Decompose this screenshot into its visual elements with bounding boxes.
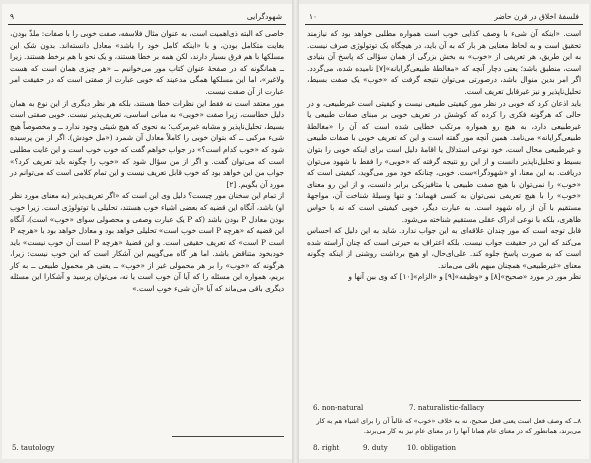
left-page	[2, 4, 292, 459]
right-footnote-rule	[449, 400, 581, 401]
right-page-body	[307, 28, 581, 393]
right-footnote-7: 7. naturalistic-fallacy	[409, 404, 485, 412]
right-footnote-8-text: ۸ــ که وصف فعل است یعنی فعل صحیح، نه به خلاف «خوب» که غالباً آن را برای اشیاء هم به کار می‌برند، همانطور که در معنای عام همانا آنها را در معنای عام نیز به کار می‌برند.	[316, 417, 581, 435]
left-paragraph-1: خاصی که البته ذی‌اهمیت است، به عنوان مثال فلاسفه، صفت خوبی را با صفات: ملذّ بودن، بغایت متکامل بودن، و با «اینکه کامل خود را باشد» معادل دانسته‌اند. بدون شک این مسلکها با هم فرق بسیار دارند، لکن همه بر خطا هستند، و یک نحو با هم برخط هستند. زیرا ــ همانگونه که در صفحهٔ عنوان کتاب مور می‌خوانیم ــ «هر چیزی همان است که هست ولاغیر»، اما این مسلکها همگی مدعیند که خوبی عبارت از صفتی است که در حقیقت امر عبارت از آن صفت نیست.	[10, 29, 284, 96]
left-page-header	[8, 10, 286, 25]
right-page	[299, 4, 589, 459]
right-running-head: فلسفهٔ اخلاق در قرن حاضر	[494, 12, 579, 21]
right-footnote-6: 6. non-natural	[313, 404, 364, 412]
right-paragraph-2: باید اذعان کرد که خوبی در نظر مور کیفیتی طبیعی نیست و کیفیتی است غیرطبیعی، و در حالی که هرگونه فکری را کرده که کوشش در تعریف خوبی بر مبنای صفات طبیعی یا غیرطبیعی دارد، به هیچ رو همواره مرتکب خطایی شده است که آن را «مغالطهٔ طبیعی‌گرایانه» می‌نامد. همین آنچه مور گفته است و این که تعریف خوبی با صفات طبیعی و غیرطبیعی محال است، خود نوعی استدلال یا اقامهٔ دلیل است برای اینکه خوبی را بتوان بسیط و تحلیل‌ناپذیر دانست و از این رو نتیجه گرفته که «خوبی» را فقط با شهود می‌توان دریافت. به این معنا، او «شهودگرا»ست. خوبی، چنانکه خود مور می‌گوید، کیفیتی است که «خوب» را نمی‌توان با هیچ صفت طبیعی یا متافیزیکی برابر دانست، و از این رو معنای «خوب» را با هیچ تعریفی نمی‌توان به کسی فهماند؛ و تنها وسیلهٔ شناخت آن، مواجههٔ مستقیم با آن از راه شهود است. به عبارت دیگر، خوبی کیفیتی است که نه با حواس ظاهری، بلکه با نوعی ادراک عقلی مستقیم شناخته می‌شود.	[307, 98, 581, 224]
left-footnote-5: 5. tautology	[12, 444, 55, 452]
left-page-number: ۹	[10, 12, 15, 21]
left-paragraph-3: از تمام این سخنان مور چیست؟ دلیل وی این است که «اگر تعریف‌پذیر (به معنای مورد نظر او) باشد، آنگاه این قضیه که بعضی اشیاء خوب هستند، تحلیلی یا توتولوژی است. زیرا خوب بودن معادل P بودن باشد (که P یک عبارت وصفی و محصولی سوای «خوب» است)، آنگاه این قضیه که «هرچه P است خوب است» تحلیلی خواهد بود و معادل خواهد بود با «هرچه P است P است» که تعریف حقیقی است. و این قضیهٔ «هرچه P است آن خوب نیست» باید خودبخود متناقض باشد. اما هر گاه می‌گوییم این آشکار است که این خوب نیست: زیرا، هرگونه که «خوب» را بر هر محمولی غیر از «خوب» ــ یعنی هر محمول طبیعی ــ به کار بریم، همواره این مسئله را که آیا آن خوب است یا نه، می‌توان پرسید و آشکارا این مسئله دیگری باقی می‌ماند که آیا «آن شیء خوب است.»	[10, 191, 284, 294]
book-gutter	[292, 0, 299, 463]
left-page-body	[10, 28, 284, 398]
right-page-header	[305, 10, 583, 25]
left-paragraph-2: مور معتقد است نه فقط این نظرات خطا هستند، بلکه هر نظر دیگری از این نوع به همان دلیل خطاست، زیرا صفت «خوبی» به مبانی اساسی، تعریف‌پذیر نیست. خوبی صفتی است بسیط، تحلیل‌ناپذیر و مشابه غیرمرکب؛ به نحوی که هیچ شیئی وجود ندارد ــ و مخصوصاً هیچ شیء مرکبی ــ که بتوان خوبی را کاملاً معادل آن شمرد («مل خودش). اگر از من پرسیده شود که «خوب کدام است؟» در جواب خواهم گفت که خوب خوب است و این غایت مطلبی است که می‌توان گفت. و اگر از من سؤال شود که «خوب را چگونه باید تعریف کرد؟» جواب من این خواهد بود که خوب قابل تعریف نیست و این تمام کلامی است که می‌توانم در مورد آن بگویم. [۲]	[10, 98, 284, 189]
right-footnote-10: 10. obligation	[407, 444, 456, 452]
right-footnote-9: 9. duty	[363, 444, 388, 452]
right-footnote-8: 8. right	[313, 444, 340, 452]
left-footnote-rule	[172, 436, 284, 437]
right-paragraph-1: است. «اینکه آن شیء با وصف کذایی خوب است همواره مطلبی خواهد بود که نیازمند تحقیق است و به لحاظ معنایی هر بار که به آن باید، در هیچگاه یک توتولوژی صرف نیست. به این طریق، هر تعریفی از «خوب» به بخش بزرگی از همان سؤالی که پاسخ آن بنیادی است، منطبق باشد؛ یعنی دچار آنچه که «مغالطهٔ طبیعی‌گرایانه»[۷] نامیده شده، می‌گردد. اگر امر بدین منوال باشد، درصورتی می‌توان نتیجه گرفت که «خوب» یک صفت بسیط، تحلیل‌ناپذیر و نیز غیرقابل تعریف است.	[307, 29, 581, 96]
right-page-number: ۱۰	[309, 12, 318, 21]
right-paragraph-4: نظر مور در مورد «صحیح»[۸] و «وظیفه»[۹] و «الزام»[۱۰] که وی بین آنها و	[348, 272, 581, 282]
right-paragraph-3: قابل توجه است که مور چندان علاقه‌ای به این جواب ندارد. شاید به این دلیل که احساس می‌کند که این در حقیقت جواب نیست. بلکه اعتراف به حیرتی است که چنان آراسته شده است که به صورت پاسخ جلوه کند. علی‌ای‌حال، او هیچ برداشت روشنی از اینکه چگونه معنای «غیرطبیعی» همچنان مبهم باقی می‌ماند.	[307, 226, 581, 270]
left-running-head: شهودگرایی	[246, 12, 282, 21]
